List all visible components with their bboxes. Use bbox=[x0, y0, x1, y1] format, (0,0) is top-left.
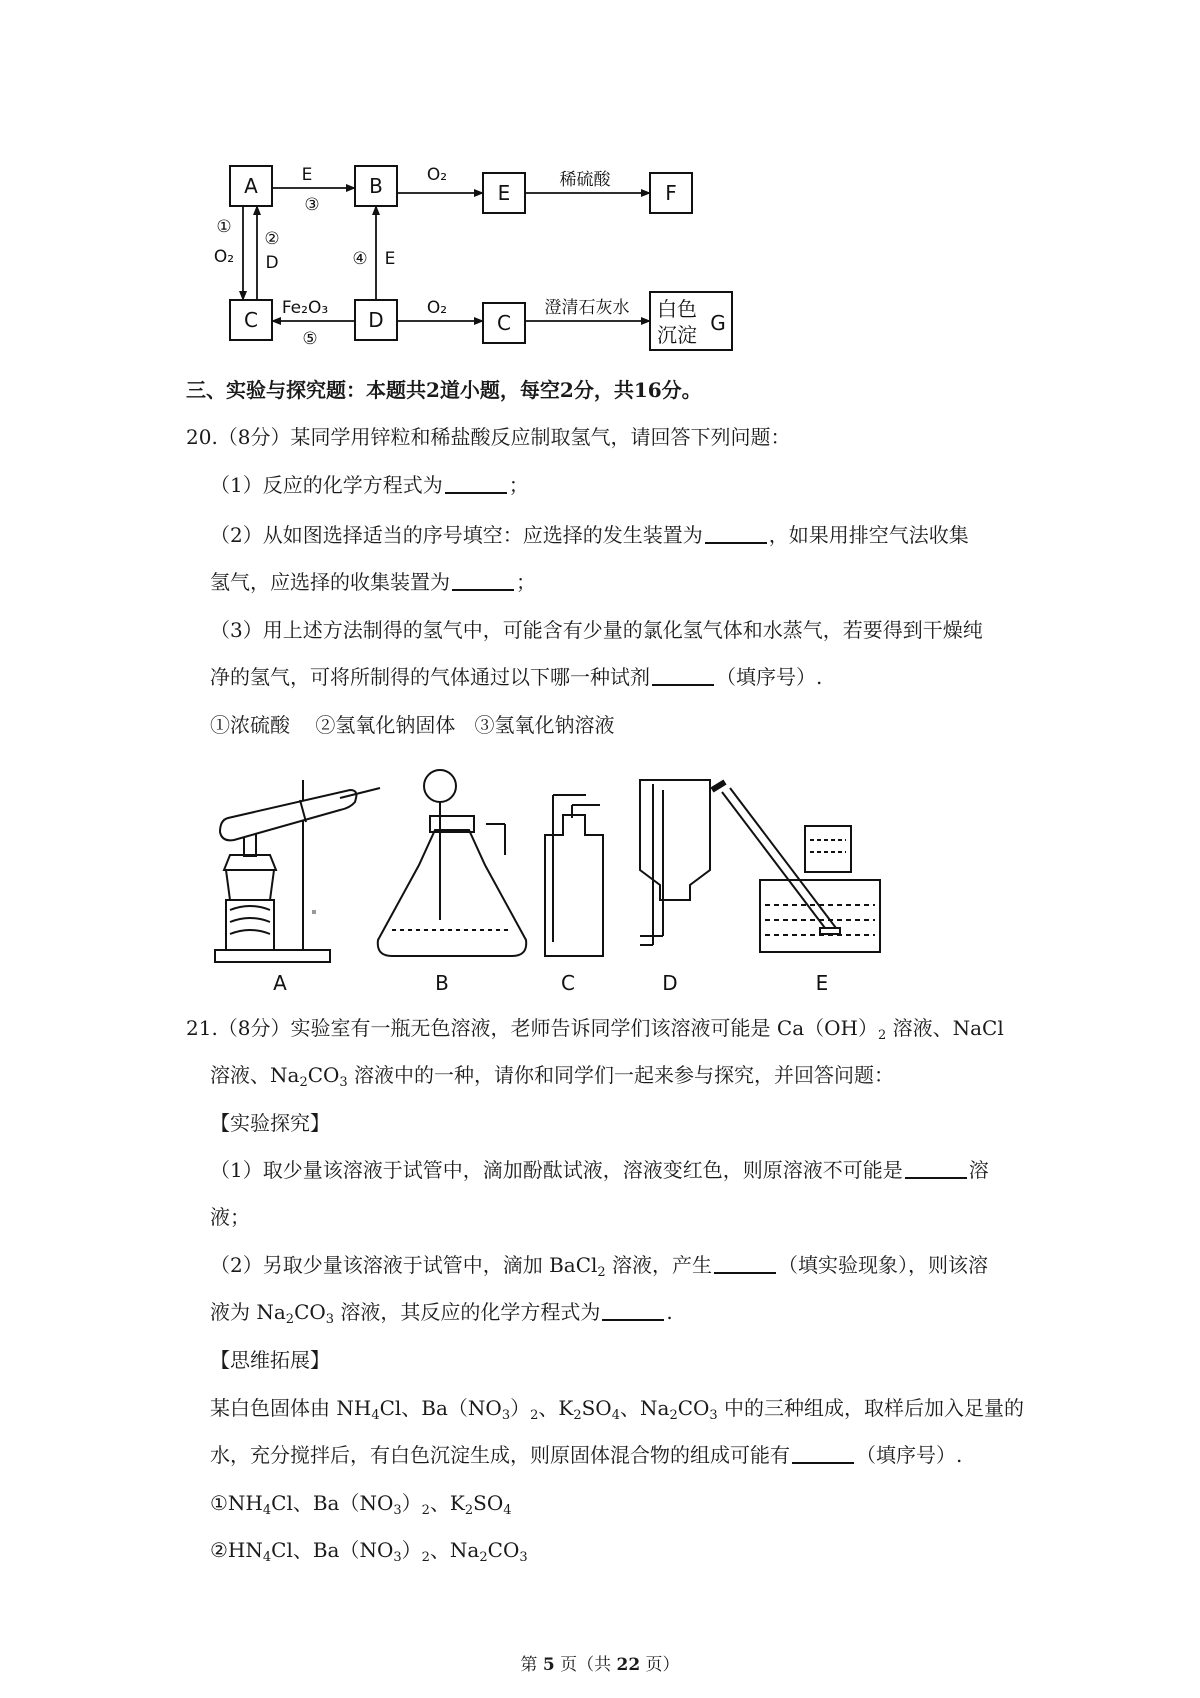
edge-ac-num: ① bbox=[216, 217, 232, 237]
apparatus-label-a: A bbox=[273, 971, 287, 995]
q20-part3-cont: 净的氢气，可将所制得的气体通过以下哪一种试剂 （填序号）. bbox=[210, 665, 823, 689]
edge-ef: 稀硫酸 bbox=[559, 170, 611, 190]
answer-blank[interactable] bbox=[705, 522, 767, 544]
edge-be: O₂ bbox=[426, 165, 448, 185]
q21-exp2-cont: 液为 $Na_2CO_3$ 溶液，其反应的化学方程式为 . bbox=[210, 1300, 673, 1327]
q21-option2: $②HN_4Cl$、$Ba(NO_3)_2$、$Na_2CO_3$ bbox=[210, 1538, 528, 1565]
edge-ca-num: ② bbox=[264, 229, 280, 249]
edge-dc-top: Fe₂O₃ bbox=[281, 298, 329, 318]
node-b: B bbox=[369, 174, 383, 198]
q21-stem: 21.（8分）实验室有一瓶无色溶液，老师告诉同学们该溶液可能是 $Ca(OH)_2$ 溶液、NaCl bbox=[186, 1016, 1004, 1043]
answer-blank[interactable] bbox=[652, 664, 714, 686]
answer-blank[interactable] bbox=[452, 569, 514, 591]
q21-option1: $①NH_4Cl$、$Ba(NO_3)_2$、$K_2SO_4$ bbox=[210, 1491, 512, 1518]
page-footer: 第 5 页（共 22 页） bbox=[520, 1655, 680, 1675]
extension-heading: 【思维拓展】 bbox=[210, 1348, 330, 1372]
node-g-line2: 沉淀 bbox=[657, 323, 697, 347]
edge-db-num: ④ bbox=[352, 249, 368, 269]
q21-ext2: 水，充分搅拌后，有白色沉淀生成，则原固体混合物的组成可能有 （填序号）. bbox=[210, 1443, 963, 1467]
edge-db-reagent: E bbox=[384, 249, 396, 269]
edge-dc2: O₂ bbox=[426, 298, 448, 318]
node-f: F bbox=[665, 181, 677, 205]
edge-ac-reagent: O₂ bbox=[213, 247, 235, 267]
node-c: C bbox=[244, 308, 258, 332]
answer-blank[interactable] bbox=[445, 472, 507, 494]
edge-ab-top: E bbox=[301, 165, 313, 185]
edge-ca-reagent: D bbox=[265, 253, 279, 273]
node-e: E bbox=[497, 181, 511, 205]
apparatus-d bbox=[640, 780, 710, 945]
apparatus-e bbox=[712, 782, 880, 952]
q20-stem: 20.（8分）某同学用锌粒和稀盐酸反应制取氢气，请回答下列问题： bbox=[186, 425, 791, 449]
q21-ext1: 某白色固体由 $NH_4Cl$、$Ba(NO_3)_2$、$K_2SO_4$、$Na_2CO_3$ 中的三种组成，取样后加入足量的 bbox=[210, 1396, 1025, 1423]
answer-blank[interactable] bbox=[602, 1299, 664, 1321]
edge-dc-bottom: ⑤ bbox=[302, 329, 318, 349]
answer-blank[interactable] bbox=[905, 1157, 967, 1179]
node-d: D bbox=[368, 308, 384, 332]
section-heading: 三、实验与探究题：本题共2道小题，每空2分，共16分。 bbox=[186, 378, 702, 402]
apparatus-label-e: E bbox=[815, 971, 829, 995]
apparatus-figure bbox=[0, 760, 1200, 1000]
apparatus-label-d: D bbox=[662, 971, 678, 995]
edge-c2g: 澄清石灰水 bbox=[544, 298, 630, 318]
q20-part2: （2）从如图选择适当的序号填空：应选择的发生装置为 ，如果用排空气法收集 bbox=[210, 523, 969, 547]
node-g-line1: 白色 bbox=[657, 297, 697, 321]
q21-exp2: （2）另取少量该溶液于试管中，滴加 BaCl$_2$ 溶液，产生 （填实验现象），则该溶 bbox=[210, 1253, 989, 1280]
node-c2: C bbox=[497, 311, 511, 335]
answer-blank[interactable] bbox=[792, 1442, 854, 1464]
q21-stem-cont: 溶液、$Na_2CO_3$ 溶液中的一种，请你和同学们一起来参与探究，并回答问题： bbox=[210, 1063, 895, 1090]
experiment-heading: 【实验探究】 bbox=[210, 1111, 330, 1135]
page-number: 5 bbox=[542, 1655, 555, 1675]
q20-part3: （3）用上述方法制得的氢气中，可能含有少量的氯化氢气体和水蒸气，若要得到干燥纯 bbox=[210, 618, 983, 642]
edge-ab-bottom: ③ bbox=[304, 195, 320, 215]
q21-exp1-cont: 液； bbox=[210, 1205, 250, 1229]
q20-part1: （1）反应的化学方程式为 ； bbox=[210, 473, 529, 497]
answer-blank[interactable] bbox=[714, 1252, 776, 1274]
apparatus-c bbox=[545, 795, 603, 956]
reaction-flowchart bbox=[0, 0, 1200, 360]
node-a: A bbox=[244, 174, 258, 198]
q20-part2-cont: 氢气，应选择的收集装置为 ； bbox=[210, 570, 536, 594]
page-total: 22 bbox=[616, 1655, 641, 1675]
q21-exp1: （1）取少量该溶液于试管中，滴加酚酞试液，溶液变红色，则原溶液不可能是 溶 bbox=[210, 1158, 989, 1182]
apparatus-label-b: B bbox=[435, 971, 449, 995]
apparatus-label-c: C bbox=[561, 971, 575, 995]
apparatus-a bbox=[215, 780, 380, 962]
apparatus-b bbox=[378, 770, 526, 956]
node-g-label: G bbox=[710, 311, 726, 335]
q20-options: ①浓硫酸 ②氢氧化钠固体 ③氢氧化钠溶液 bbox=[210, 713, 615, 737]
